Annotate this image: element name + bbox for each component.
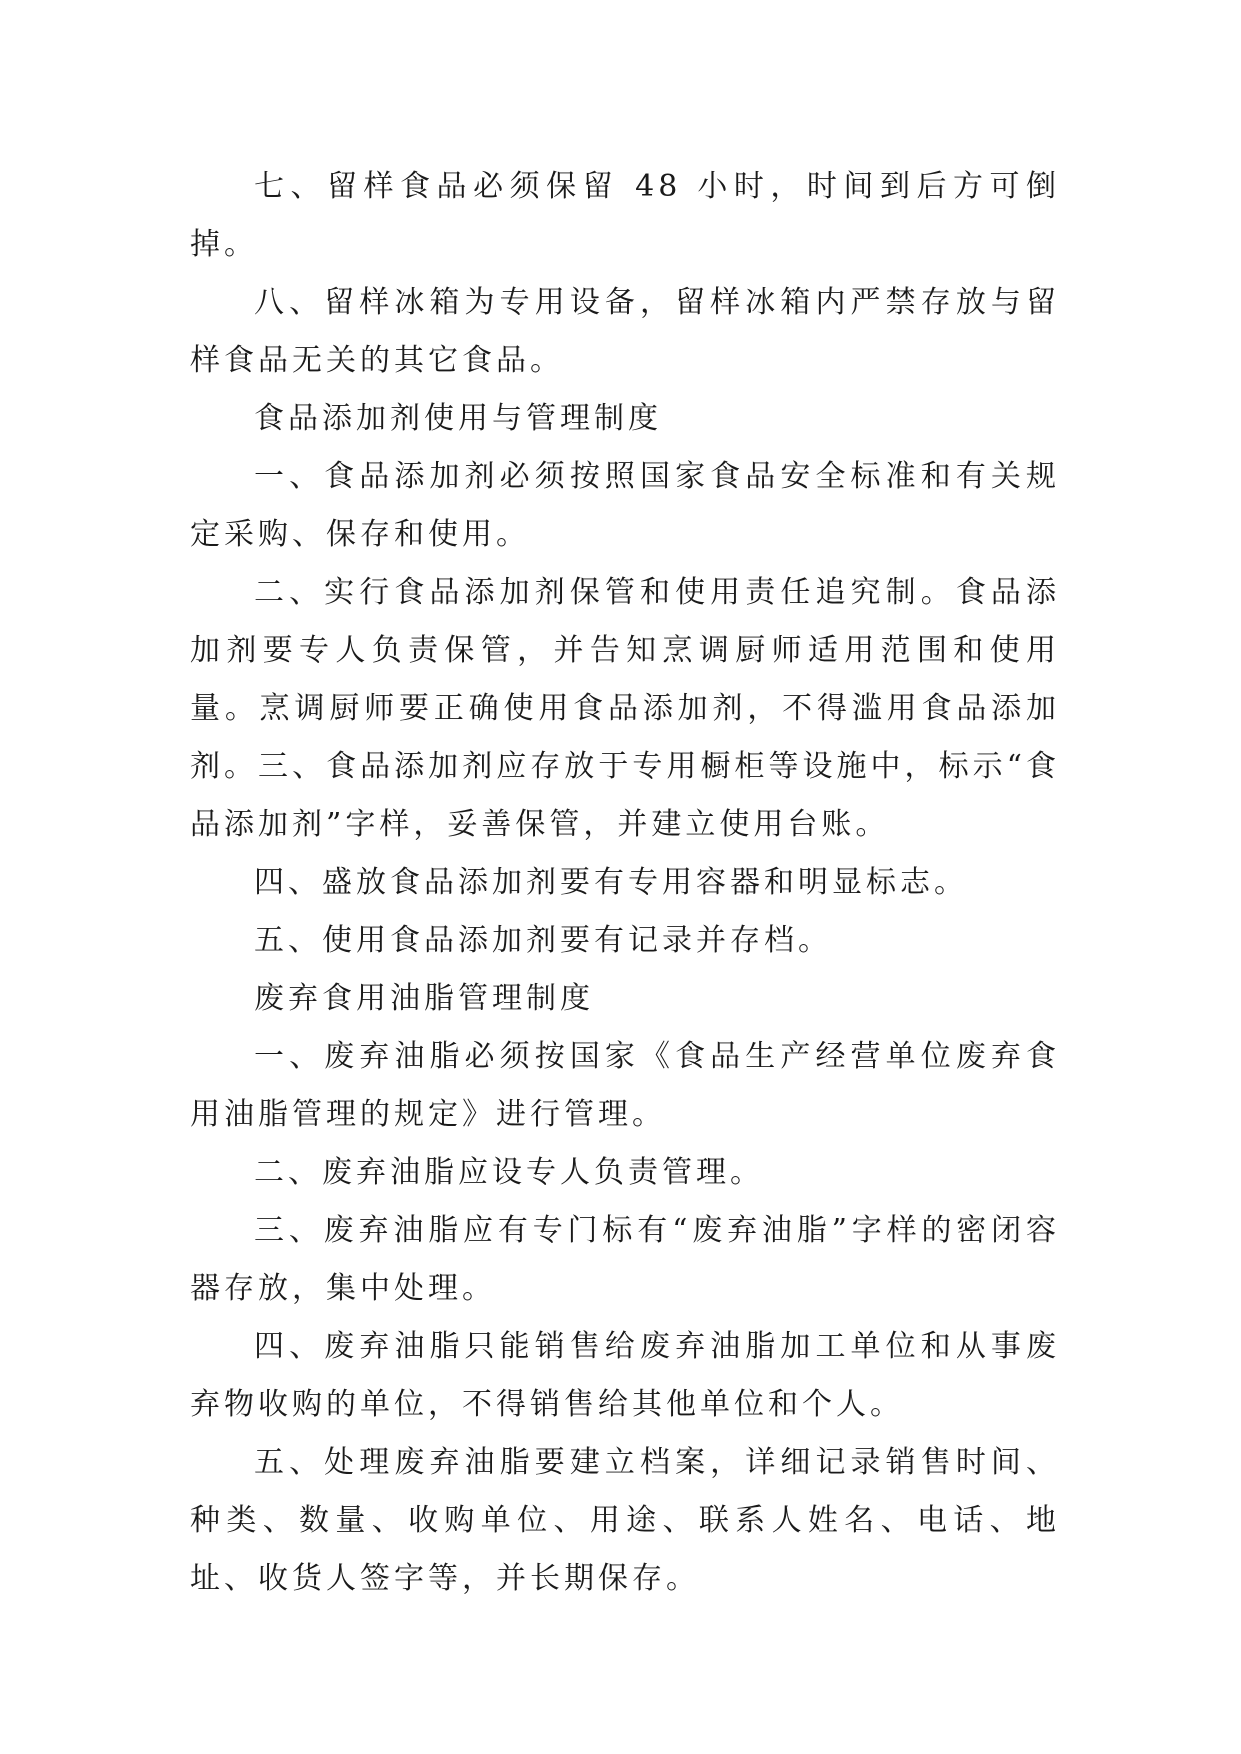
paragraph-additives-4: 四、盛放食品添加剂要有专用容器和明显标志。 <box>254 865 968 900</box>
paragraph-waste-oil-1: 一、废弃油脂必须按国家《食品生产经营单位废弃食用油脂管理的规定》进行管理。 <box>190 1039 1060 1132</box>
paragraph-waste-oil-3: 三、废弃油脂应有专门标有“废弃油脂”字样的密闭容器存放，集中处理。 <box>190 1213 1060 1306</box>
paragraph-rule-7: 七、留样食品必须保留 48 小时，时间到后方可倒掉。 <box>190 169 1060 262</box>
paragraph-additives-1: 一、食品添加剂必须按照国家食品安全标准和有关规定采购、保存和使用。 <box>190 459 1060 552</box>
paragraph-waste-oil-4: 四、废弃油脂只能销售给废弃油脂加工单位和从事废弃物收购的单位，不得销售给其他单位和个人。 <box>190 1329 1060 1422</box>
section-heading-waste-oil: 废弃食用油脂管理制度 <box>254 981 594 1016</box>
paragraph-waste-oil-2: 二、废弃油脂应设专人负责管理。 <box>254 1155 764 1190</box>
paragraph-additives-2-3: 二、实行食品添加剂保管和使用责任追究制。食品添加剂要专人负责保管，并告知烹调厨师适用范围和使用量。烹调厨师要正确使用食品添加剂，不得滥用食品添加剂。三、食品添加剂应存放于专用橱柜等设施中，标示“食品添加剂”字样，妥善保管，并建立使用台账。 <box>190 575 1060 842</box>
section-heading-additives: 食品添加剂使用与管理制度 <box>254 401 662 436</box>
paragraph-rule-8: 八、留样冰箱为专用设备，留样冰箱内严禁存放与留样食品无关的其它食品。 <box>190 285 1060 378</box>
paragraph-additives-5: 五、使用食品添加剂要有记录并存档。 <box>254 923 832 958</box>
document-body <box>190 158 1060 1608</box>
paragraph-waste-oil-5: 五、处理废弃油脂要建立档案，详细记录销售时间、种类、数量、收购单位、用途、联系人姓名、电话、地址、收货人签字等，并长期保存。 <box>190 1445 1060 1596</box>
